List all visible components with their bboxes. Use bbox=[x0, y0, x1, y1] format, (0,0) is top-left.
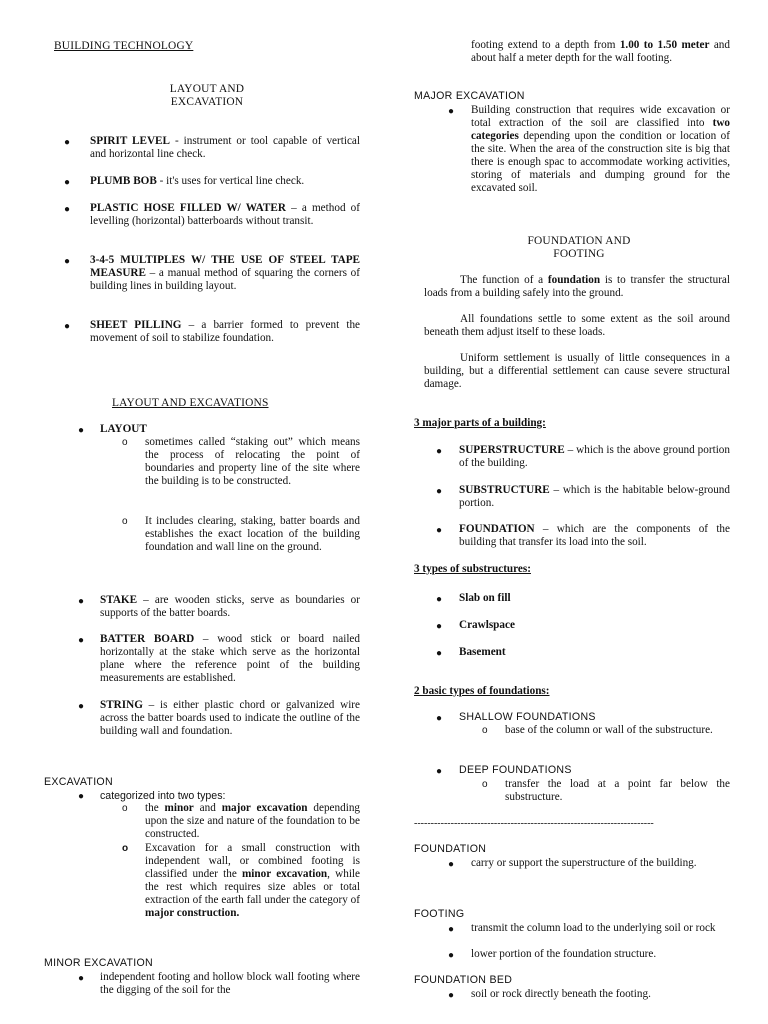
substructure-label: Crawlspace bbox=[459, 619, 515, 631]
section-title-foundation-footing bbox=[494, 235, 664, 261]
footing-depth-continuation bbox=[471, 39, 730, 65]
deep-foundations-desc: transfer the load at a point far below the substructure. bbox=[505, 778, 730, 803]
excavation-intro: categorized into two types: bbox=[100, 790, 226, 802]
text-run: , while the rest which requires size ables or total extraction of the earth fall under the category of bbox=[145, 868, 361, 906]
footing-heading: FOOTING bbox=[414, 908, 465, 920]
item-term: BATTER BOARD bbox=[100, 633, 195, 645]
list-item bbox=[414, 857, 730, 870]
text-run-bold: minor bbox=[164, 802, 194, 814]
bullet-icon: ● bbox=[436, 446, 443, 457]
bullet-icon: ● bbox=[64, 321, 71, 332]
bullet-icon: ● bbox=[64, 204, 71, 215]
circle-bullet-icon: o bbox=[122, 437, 128, 448]
bullet-icon: ● bbox=[448, 106, 455, 117]
list-item bbox=[414, 523, 730, 549]
foundation-types-heading: 2 basic types of foundations: bbox=[414, 685, 550, 697]
text-run: footing extend to a depth from bbox=[471, 39, 620, 51]
part-desc: – which is the habitable below-ground portion. bbox=[459, 484, 730, 509]
bullet-icon: ● bbox=[448, 990, 455, 1001]
part-desc: – which are the components of the building that transfer its load into the soil. bbox=[459, 523, 730, 548]
footing-desc: lower portion of the foundation structure. bbox=[471, 948, 657, 960]
tool-term: 3-4-5 MULTIPLES W/ THE USE OF STEEL TAPE MEASURE bbox=[90, 254, 360, 279]
divider-line: ------------------------------------------------------------------------ bbox=[414, 818, 654, 829]
part-term: SUBSTRUCTURE bbox=[459, 484, 550, 496]
shallow-foundations-desc: base of the column or wall of the substructure. bbox=[505, 724, 713, 736]
list-item bbox=[44, 135, 360, 161]
list-item bbox=[414, 724, 730, 737]
layout-term: LAYOUT bbox=[100, 423, 147, 435]
text-run: the bbox=[145, 802, 165, 814]
shallow-foundations-term: SHALLOW FOUNDATIONS bbox=[459, 711, 596, 723]
text-run: is to transfer the structural loads from a building safely into the ground. bbox=[424, 274, 730, 299]
parts-heading: 3 major parts of a building: bbox=[414, 417, 546, 429]
circle-bullet-icon: o bbox=[122, 803, 128, 814]
text-run: depending upon the condition or location of the site. When the area of the construction site is big that there is enough spac to accommodate working activities, storing of materials and dumping ground for the excavated soil. bbox=[471, 130, 730, 194]
bullet-icon: ● bbox=[436, 648, 443, 659]
minor-excavation-text: independent footing and hollow block wall footing where the digging of the soil for the bbox=[100, 971, 360, 996]
text-run: Building construction that requires wide excavation or total extraction of the soil are classified into bbox=[471, 104, 730, 129]
section-title-layout-excavations: LAYOUT AND EXCAVATIONS bbox=[112, 397, 269, 409]
bullet-icon: ● bbox=[448, 859, 455, 870]
tool-desc: – a manual method of squaring the corners of building lines in building layout. bbox=[90, 267, 360, 292]
text-run-bold: two categories bbox=[471, 117, 730, 142]
tool-term: PLUMB BOB bbox=[90, 175, 157, 187]
list-item bbox=[44, 436, 360, 488]
section-title-line1: FOUNDATION AND bbox=[527, 235, 631, 247]
layout-sub-text: sometimes called “staking out” which means the process of relocating the point of boundaries and property line of the site where the building is to be constructed. bbox=[145, 436, 360, 487]
list-item bbox=[414, 711, 730, 724]
list-item bbox=[44, 971, 360, 997]
footing-desc: transmit the column load to the underlying soil or rock bbox=[471, 922, 716, 934]
list-item bbox=[44, 202, 360, 228]
list-item bbox=[44, 515, 360, 554]
part-term: SUPERSTRUCTURE bbox=[459, 444, 565, 456]
bullet-icon: ● bbox=[64, 256, 71, 267]
bullet-icon: ● bbox=[448, 950, 455, 961]
bullet-icon: ● bbox=[64, 137, 71, 148]
excavation-heading: EXCAVATION bbox=[44, 776, 113, 788]
paragraph-settlement: Uniform settlement is usually of little consequences in a building, but a differential settlement can cause severe structural damage. bbox=[424, 352, 730, 390]
section-title-layout-excavation bbox=[134, 83, 280, 109]
substructures-heading: 3 types of substructures: bbox=[414, 563, 531, 575]
bullet-icon: ● bbox=[78, 425, 85, 436]
item-desc: – are wooden sticks, serve as boundaries or supports of the batter boards. bbox=[100, 594, 360, 619]
part-term: FOUNDATION bbox=[459, 523, 535, 535]
list-item bbox=[44, 319, 360, 345]
text-run: Excavation for a small construction with independent wall, or combined footing is classified under the bbox=[145, 842, 360, 880]
paragraph-foundation-function bbox=[424, 274, 730, 300]
foundation-bed-heading: FOUNDATION BED bbox=[414, 974, 513, 986]
text-run-bold: minor excavation bbox=[241, 868, 328, 880]
list-item bbox=[414, 484, 730, 510]
tool-desc: - it's uses for vertical line check. bbox=[156, 175, 305, 187]
bullet-icon: ● bbox=[436, 486, 443, 497]
substructure-label: Slab on fill bbox=[459, 592, 511, 604]
text-run-bold: 1.00 to 1.50 meter bbox=[619, 39, 710, 51]
major-excavation-heading: MAJOR EXCAVATION bbox=[414, 90, 525, 102]
text-run-bold: major excavation bbox=[221, 802, 308, 814]
text-run: The function of a bbox=[460, 274, 548, 286]
section-title-line1: LAYOUT AND bbox=[169, 83, 245, 95]
layout-item bbox=[44, 423, 360, 436]
text-run: and bbox=[193, 802, 222, 814]
document-title: BUILDING TECHNOLOGY bbox=[54, 40, 194, 52]
list-item bbox=[414, 988, 730, 1001]
bullet-icon: ● bbox=[436, 766, 443, 777]
list-item bbox=[44, 254, 360, 293]
text-run-bold: foundation bbox=[547, 274, 601, 286]
substructure-label: Basement bbox=[459, 646, 506, 658]
bullet-icon: ● bbox=[64, 177, 71, 188]
item-term: STAKE bbox=[100, 594, 138, 606]
item-desc: – is either plastic chord or galvanized wire across the batter boards used to indicate the outline of the building wall and foundation. bbox=[100, 699, 360, 737]
bullet-icon: ● bbox=[436, 525, 443, 536]
list-item bbox=[44, 175, 360, 188]
tool-desc: – a method of levelling (horizontal) batterboards without transit. bbox=[90, 202, 361, 227]
foundation-desc: carry or support the superstructure of the building. bbox=[471, 857, 697, 869]
section-title-line2: FOOTING bbox=[553, 248, 605, 260]
circle-bullet-icon: o bbox=[482, 779, 488, 790]
list-item bbox=[44, 633, 360, 685]
minor-excavation-heading: MINOR EXCAVATION bbox=[44, 957, 153, 969]
bullet-icon: ● bbox=[78, 635, 85, 646]
circle-bullet-icon: o bbox=[482, 725, 488, 736]
paragraph-foundation-settle: All foundations settle to some extent as the soil around beneath them adjust itself to these loads. bbox=[424, 313, 730, 338]
bullet-icon: ● bbox=[78, 973, 85, 984]
bullet-icon: ● bbox=[78, 791, 85, 802]
list-item bbox=[44, 802, 360, 841]
bullet-icon: ● bbox=[436, 621, 443, 632]
foundation-bed-desc: soil or rock directly beneath the footing. bbox=[471, 988, 651, 1000]
item-term: STRING bbox=[100, 699, 143, 711]
list-item bbox=[414, 764, 730, 777]
part-desc: – which is the above ground portion of the building. bbox=[459, 444, 730, 469]
foundation-heading: FOUNDATION bbox=[414, 843, 487, 855]
text-run: depending upon the size and nature of the foundation to be constructed. bbox=[145, 802, 361, 840]
list-item bbox=[414, 922, 730, 935]
list-item bbox=[414, 444, 730, 470]
bullet-icon: ● bbox=[448, 924, 455, 935]
list-item bbox=[414, 778, 730, 804]
tool-term: SPIRIT LEVEL bbox=[90, 135, 170, 147]
bullet-icon: ● bbox=[436, 594, 443, 605]
bullet-icon: ● bbox=[78, 596, 85, 607]
tool-desc: - instrument or tool capable of vertical and horizontal line check. bbox=[90, 135, 360, 160]
tool-desc: – a barrier formed to prevent the movement of soil to stabilize foundation. bbox=[90, 319, 361, 344]
list-item bbox=[44, 594, 360, 620]
list-item bbox=[414, 104, 730, 195]
section-title-line2: EXCAVATION bbox=[170, 96, 244, 108]
circle-bullet-icon: o bbox=[122, 516, 128, 527]
layout-sub-text: It includes clearing, staking, batter boards and establishes the exact location of the building foundation and wall line on the ground. bbox=[145, 515, 360, 553]
list-item bbox=[44, 699, 360, 738]
list-item bbox=[414, 948, 730, 961]
text-run-bold: major construction. bbox=[145, 907, 240, 919]
tool-term: SHEET PILLING bbox=[90, 319, 182, 331]
bullet-icon: ● bbox=[78, 701, 85, 712]
item-desc: – wood stick or board nailed horizontally at the stake which serve as the horizontal plane where the reference point of the building measurements are established. bbox=[100, 633, 360, 684]
list-item bbox=[44, 842, 360, 920]
tool-term: PLASTIC HOSE FILLED W/ WATER bbox=[90, 202, 286, 214]
text-run: and about half a meter depth for the wall footing. bbox=[471, 39, 730, 64]
deep-foundations-term: DEEP FOUNDATIONS bbox=[459, 764, 572, 776]
circle-bullet-icon: o bbox=[122, 843, 129, 854]
bullet-icon: ● bbox=[436, 713, 443, 724]
